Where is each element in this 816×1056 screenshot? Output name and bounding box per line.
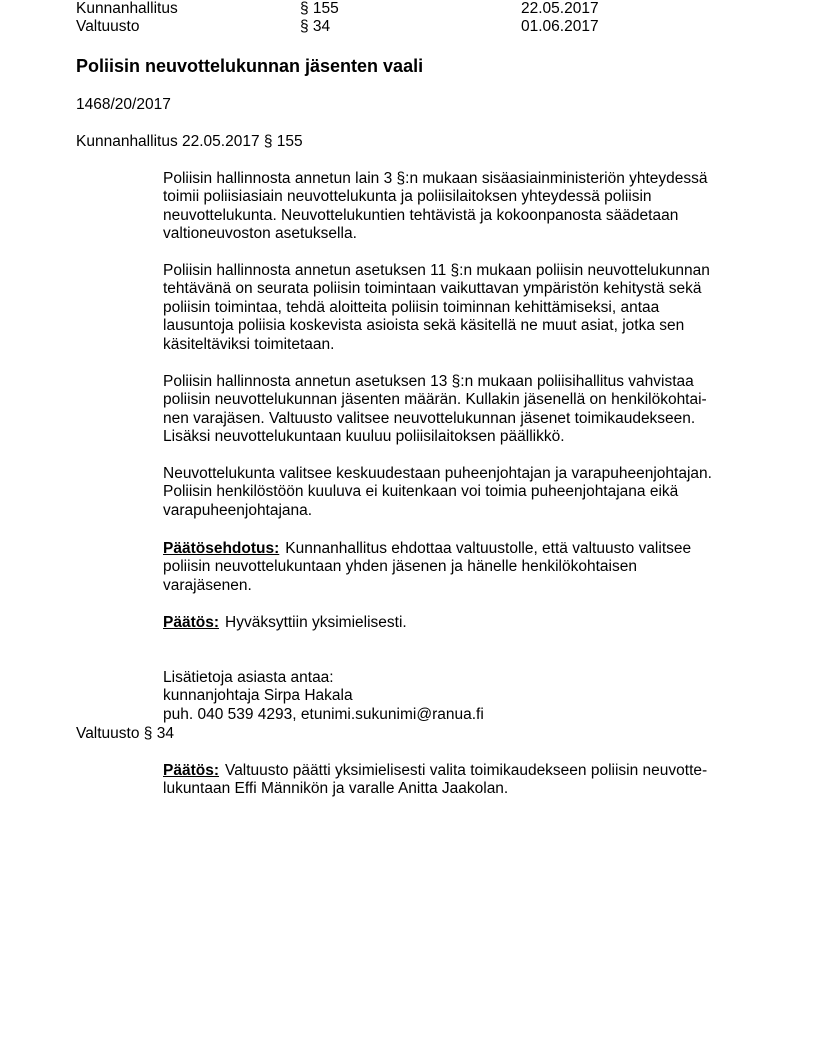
case-number: 1468/20/2017: [76, 96, 171, 113]
decision-label: Päätös:: [163, 614, 219, 631]
decision-label: Päätös:: [163, 762, 219, 779]
proposal-label: Päätösehdotus:: [163, 540, 280, 557]
body-paragraph-3: [163, 373, 738, 447]
header-section: § 34: [300, 18, 331, 35]
decision-text: Hyväksyttiin yksimielisesti.: [225, 614, 407, 631]
board-decision: [163, 614, 738, 632]
body-paragraph-1: [163, 170, 738, 244]
proposal-first-line: [163, 540, 738, 558]
decision-line: [163, 614, 738, 632]
paragraph-line: valtioneuvoston asetuksella.: [163, 225, 357, 243]
paragraph-line: Poliisin hallinnosta annetun lain 3 §:n mukaan sisäasiainministeriön yhteydessä: [163, 170, 708, 187]
decision-text: Valtuusto päätti yksimielisesti valita toimikaudekseen poliisin neuvotte-: [225, 762, 708, 779]
paragraph-line: Neuvottelukunta valitsee keskuudestaan puheenjohtajan ja varapuheenjohtajan.: [163, 465, 712, 482]
paragraph-line: neuvottelukunta. Neuvottelukuntien tehtävistä ja kokoonpanosta säädetaan: [163, 206, 679, 224]
paragraph-line: varajäsenen.: [163, 576, 252, 594]
contact-phone-email: puh. 040 539 4293, etunimi.sukunimi@ranua.fi: [163, 705, 484, 723]
decision-line: [163, 762, 738, 780]
contact-info: [163, 669, 738, 724]
paragraph-line: poliisin neuvottelukuntaan yhden jäsenen ja hänelle henkilökohtaisen: [163, 558, 637, 576]
paragraph-line: lausuntoja poliisia koskevista asioista sekä käsitellä ne muut asiat, jotka sen: [163, 317, 685, 335]
paragraph-line: lukuntaan Effi Männikön ja varalle Anitta Jaakolan.: [163, 780, 509, 798]
paragraph-line: poliisin toimintaa, tehdä aloitteita poliisin toiminnan kehittämiseksi, antaa: [163, 298, 660, 316]
decision-proposal: [163, 540, 738, 595]
paragraph-line: poliisin neuvottelukunnan jäsenten määrän. Kullakin jäsenellä on henkilökohtai-: [163, 391, 707, 409]
header-date: 01.06.2017: [521, 18, 599, 35]
paragraph-line: Lisäksi neuvottelukuntaan kuuluu poliisilaitoksen päällikkö.: [163, 428, 565, 446]
council-decision: [163, 762, 738, 799]
header-row-council: [76, 18, 776, 36]
paragraph-line: tehtävänä on seurata poliisin toimintaan vaikuttavan ympäristön kehitystä sekä: [163, 280, 702, 298]
paragraph-line: Poliisin henkilöstöön kuuluva ei kuitenkaan voi toimia puheenjohtajana eikä: [163, 483, 679, 501]
paragraph-line: Poliisin hallinnosta annetun asetuksen 13 §:n mukaan poliisihallitus vahvistaa: [163, 373, 694, 390]
header-row-board: [76, 0, 776, 18]
document-title: Poliisin neuvottelukunnan jäsenten vaali: [76, 56, 424, 76]
header-date: 22.05.2017: [521, 0, 599, 17]
header-body-name: Valtuusto: [76, 18, 140, 35]
paragraph-line: varapuheenjohtajana.: [163, 501, 313, 519]
contact-person: kunnanjohtaja Sirpa Hakala: [163, 687, 353, 705]
meeting-reference: Kunnanhallitus 22.05.2017 § 155: [76, 133, 303, 150]
header-body-name: Kunnanhallitus: [76, 0, 178, 17]
body-paragraph-2: [163, 262, 738, 354]
contact-intro: Lisätietoja asiasta antaa:: [163, 669, 334, 686]
paragraph-line: Poliisin hallinnosta annetun asetuksen 11 §:n mukaan poliisin neuvottelukunnan: [163, 262, 710, 279]
body-paragraph-4: [163, 465, 738, 520]
paragraph-line: käsiteltäviksi toimitetaan.: [163, 335, 335, 353]
header-section: § 155: [300, 0, 339, 17]
paragraph-line: nen varajäsen. Valtuusto valitsee neuvottelukunnan jäsenet toimikaudekseen.: [163, 409, 696, 427]
paragraph-line: toimii poliisiasiain neuvottelukunta ja poliisilaitoksen yhteydessä poliisin: [163, 188, 652, 206]
council-reference: Valtuusto § 34: [76, 725, 174, 742]
proposal-text: Kunnanhallitus ehdottaa valtuustolle, että valtuusto valitsee: [285, 540, 692, 557]
